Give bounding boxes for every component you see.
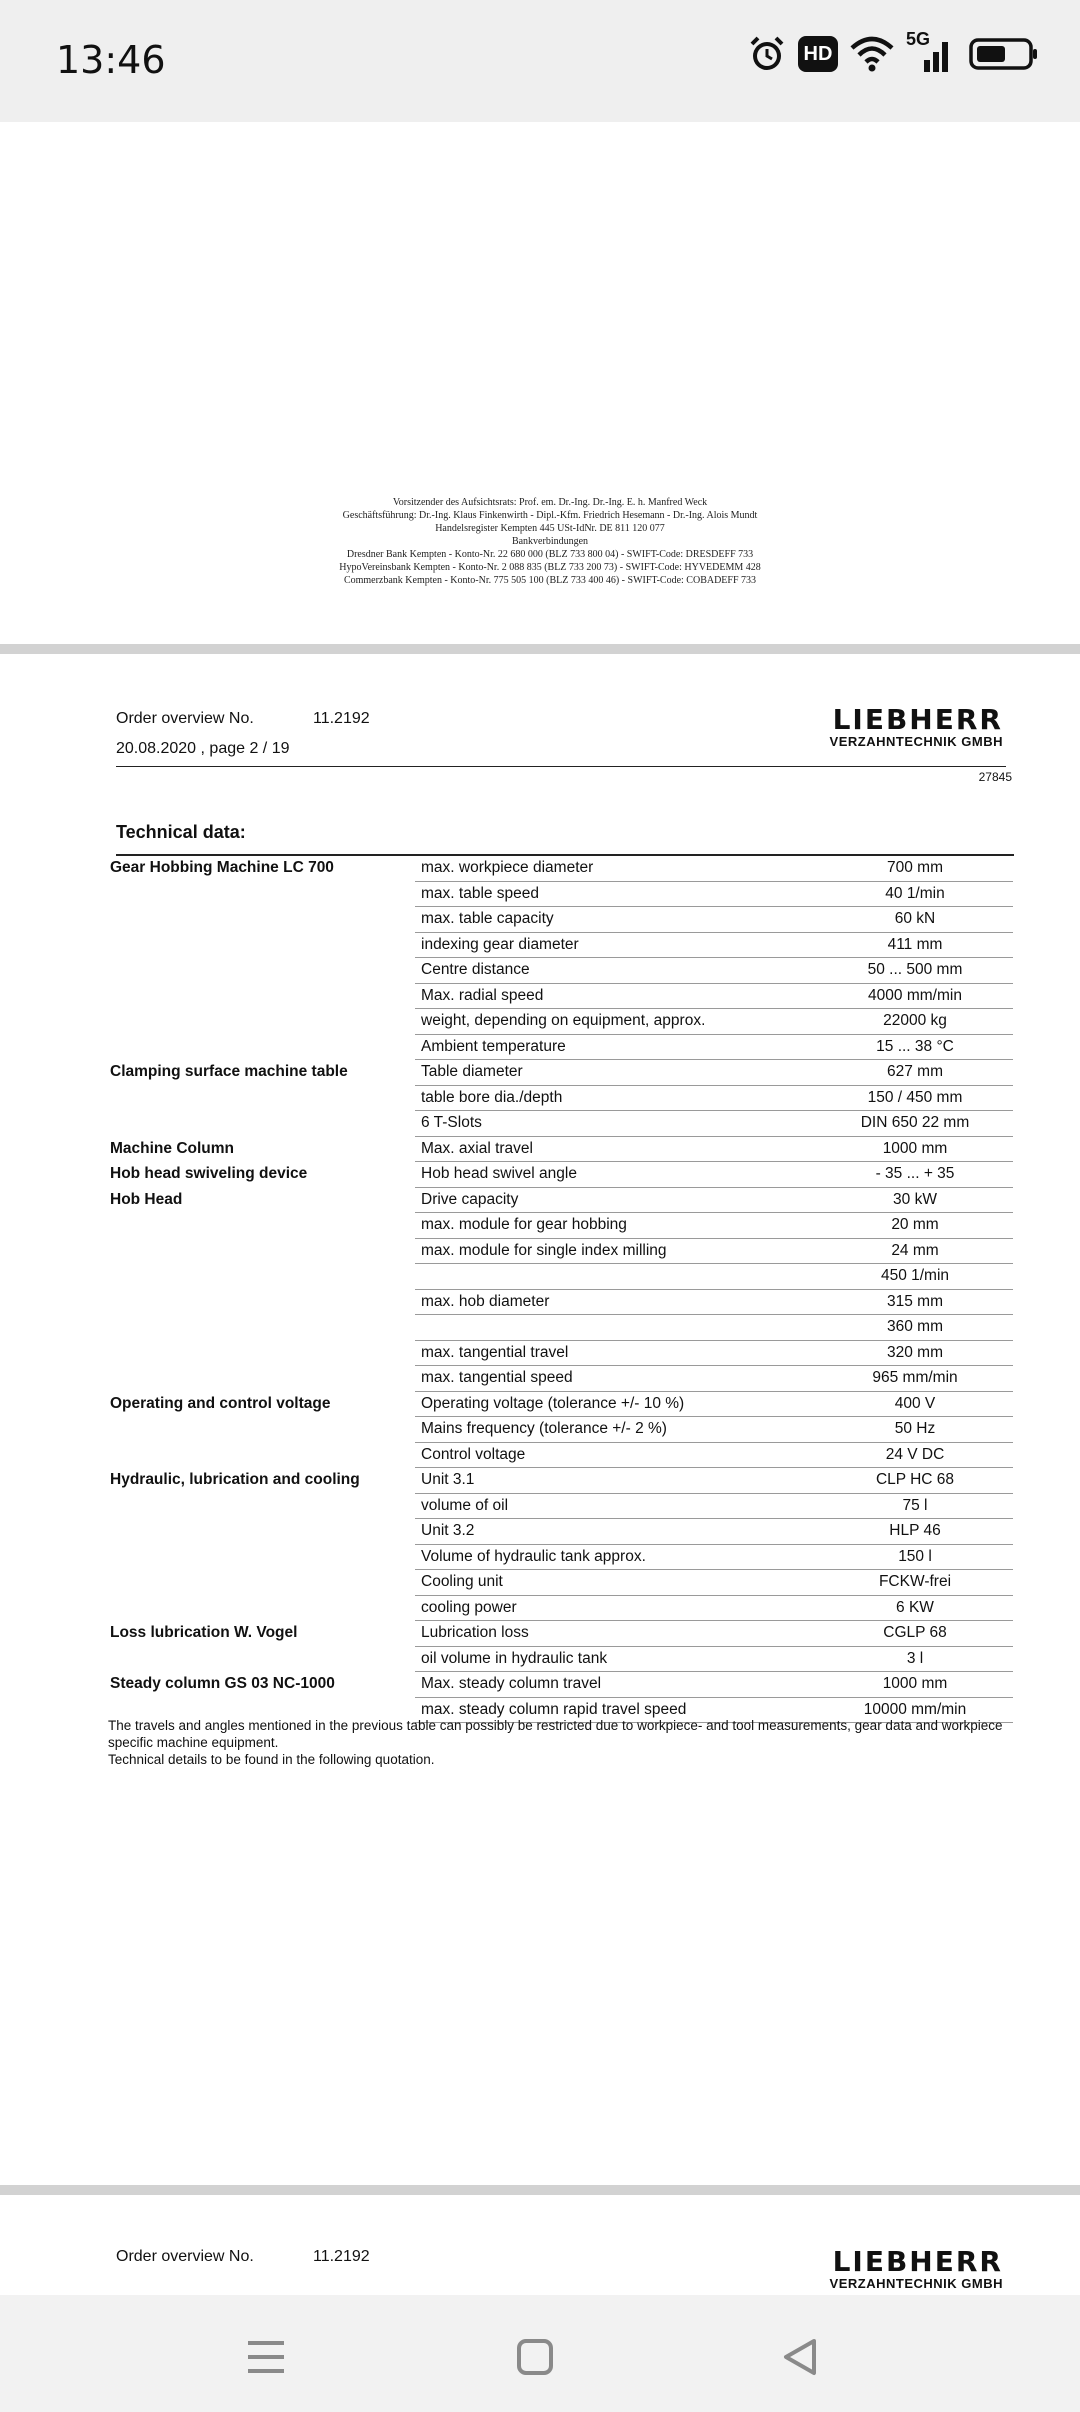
row-value: HLP 46	[889, 1522, 941, 1539]
table-row	[110, 1162, 1013, 1188]
footer-line: Geschäftsführung: Dr.-Ing. Klaus Finkenwirth - Dipl.-Kfm. Friedrich Hesemann - Dr.-Ing. Alois Mundt	[342, 510, 758, 521]
row-property: oil volume in hydraulic tank	[421, 1649, 608, 1667]
page-divider	[0, 644, 1080, 654]
status-bar	[0, 0, 1080, 122]
navigation-bar	[0, 2295, 1080, 2412]
table-row	[415, 1596, 1013, 1622]
home-button[interactable]	[505, 2327, 565, 2387]
table-row	[110, 1060, 1013, 1086]
signal-icon	[906, 29, 956, 74]
row-group-label: Operating and control voltage	[110, 1394, 331, 1412]
table-row	[415, 984, 1013, 1010]
network-type-label: 5G	[906, 29, 931, 49]
table-row	[415, 1647, 1013, 1673]
menu-button[interactable]	[236, 2327, 296, 2387]
table-row	[415, 1494, 1013, 1520]
liebherr-logo	[829, 2245, 1003, 2291]
row-property: max. steady column rapid travel speed	[421, 1700, 687, 1718]
status-icons	[748, 29, 1040, 74]
row-value: 450 1/min	[880, 1267, 950, 1284]
table-row	[110, 1137, 1013, 1163]
logo-subtitle: VERZAHNTECHNIK GMBH	[829, 734, 1003, 749]
row-value: 30 kW	[893, 1190, 937, 1208]
row-value: CLP HC 68	[875, 1471, 955, 1488]
row-value: 75 l	[902, 1496, 928, 1514]
row-property: Max. axial travel	[421, 1139, 533, 1157]
row-property: Control voltage	[421, 1445, 526, 1463]
row-value: 10000 mm/min	[863, 1700, 967, 1718]
row-property: volume of oil	[421, 1496, 509, 1514]
header-rule	[116, 766, 1006, 767]
row-property: Centre distance	[421, 961, 530, 978]
table-row	[415, 1290, 1013, 1316]
company-footer	[300, 496, 800, 587]
table-row	[110, 856, 1013, 882]
document-number: 27845	[978, 770, 1012, 784]
row-property: max. table capacity	[421, 910, 554, 927]
row-group-label: Loss lubrication W. Vogel	[110, 1624, 298, 1641]
row-value: 3 l	[906, 1649, 924, 1667]
row-value: CGLP 68	[883, 1624, 947, 1641]
row-value: 700 mm	[887, 859, 943, 876]
row-value: DIN 650 22 mm	[860, 1114, 970, 1131]
row-value: FCKW-frei	[878, 1573, 952, 1590]
table-row	[415, 907, 1013, 933]
clock: 13:46	[56, 38, 166, 82]
menu-icon	[246, 2339, 286, 2375]
order-overview-label: Order overview No.	[116, 710, 254, 727]
note-line: The travels and angles mentioned in the previous table can possibly be restricted due to workpiece- and tool measurements, gear data and workpiece specific machine equipment.	[108, 1718, 1003, 1750]
row-property: table bore dia./depth	[421, 1088, 563, 1106]
row-value: 1000 mm	[882, 1675, 948, 1692]
document-page-1	[0, 122, 1080, 644]
footer-line: Bankverbindungen	[511, 536, 589, 547]
row-group-label: Hydraulic, lubrication and cooling	[110, 1471, 360, 1488]
order-overview-label: Order overview No.	[116, 2248, 254, 2265]
table-row	[415, 1417, 1013, 1443]
logo-wordmark: LIEBHERR	[832, 2245, 1003, 2278]
table-row	[415, 1443, 1013, 1469]
table-row	[415, 1239, 1013, 1265]
hd-icon: HD	[798, 36, 838, 72]
row-value: 360 mm	[887, 1318, 943, 1335]
back-button[interactable]	[770, 2327, 830, 2387]
row-property: max. module for gear hobbing	[421, 1216, 627, 1233]
footer-line: Commerzbank Kempten - Konto-Nr. 775 505 100 (BLZ 733 400 46) - SWIFT-Code: COBADEFF 733	[343, 575, 757, 586]
row-value: 40 1/min	[885, 884, 945, 902]
row-property: Cooling unit	[421, 1573, 503, 1590]
table-row	[415, 1570, 1013, 1596]
row-property: Unit 3.2	[421, 1522, 475, 1539]
footer-line: Dresdner Bank Kempten - Konto-Nr. 22 680 000 (BLZ 733 800 04) - SWIFT-Code: DRESDEFF 733	[346, 549, 754, 560]
row-property: indexing gear diameter	[421, 935, 579, 953]
table-row	[415, 933, 1013, 959]
table-row	[110, 1672, 1013, 1698]
battery-icon	[968, 34, 1040, 74]
row-value: 22000 kg	[883, 1012, 947, 1029]
row-property: max. tangential travel	[421, 1343, 569, 1361]
row-property: Mains frequency (tolerance +/- 2 %)	[421, 1420, 667, 1437]
row-value: 50 ... 500 mm	[867, 961, 963, 978]
page-divider	[0, 2185, 1080, 2195]
table-row	[110, 1392, 1013, 1418]
row-value: 50 Hz	[894, 1420, 936, 1437]
row-value: 4000 mm/min	[868, 986, 962, 1004]
row-value: 627 mm	[887, 1063, 943, 1080]
table-row	[415, 1315, 1013, 1341]
footer-line: HypoVereinsbank Kempten - Konto-Nr. 2 088 835 (BLZ 733 200 73) - SWIFT-Code: HYVEDEMM 428	[339, 562, 761, 573]
table-row	[415, 1086, 1013, 1112]
row-value: 15 ... 38 °C	[876, 1037, 954, 1055]
notes	[108, 1717, 1008, 1768]
table-row	[415, 1545, 1013, 1571]
row-property: 6 T-Slots	[421, 1114, 482, 1131]
table-row	[415, 882, 1013, 908]
liebherr-logo	[829, 703, 1003, 749]
row-group-label: Hob head swiveling device	[110, 1165, 308, 1182]
wifi-icon	[850, 36, 894, 72]
row-group-label: Gear Hobbing Machine LC 700	[110, 859, 334, 876]
row-property: max. tangential speed	[421, 1369, 573, 1386]
table-row	[415, 958, 1013, 984]
footer-line: Vorsitzender des Aufsichtsrats: Prof. em. Dr.-Ing. Dr.-Ing. E. h. Manfred Weck	[392, 497, 708, 508]
row-group-label: Machine Column	[110, 1139, 235, 1157]
row-property: Unit 3.1	[421, 1471, 475, 1488]
technical-data-table	[0, 856, 1080, 1723]
row-property: max. workpiece diameter	[421, 859, 594, 876]
row-property: weight, depending on equipment, approx.	[421, 1012, 706, 1029]
date-page: 20.08.2020 , page 2 / 19	[116, 740, 290, 757]
order-number: 11.2192	[313, 710, 370, 727]
row-property: Max. radial speed	[421, 986, 544, 1004]
table-row	[415, 1264, 1013, 1290]
row-value: 24 V DC	[885, 1445, 945, 1463]
table-row	[415, 1341, 1013, 1367]
row-property: Ambient temperature	[421, 1037, 566, 1055]
row-value: 150 / 450 mm	[867, 1088, 963, 1106]
order-number: 11.2192	[313, 2248, 370, 2265]
back-icon	[780, 2337, 820, 2377]
row-value: 20 mm	[891, 1216, 939, 1233]
row-property: max. table speed	[421, 884, 540, 902]
table-row	[415, 1366, 1013, 1392]
section-title: Technical data:	[116, 822, 246, 842]
table-row	[110, 1468, 1013, 1494]
row-value: 320 mm	[887, 1343, 943, 1361]
alarm-icon	[748, 35, 786, 73]
table-row	[415, 1035, 1013, 1061]
row-value: 315 mm	[887, 1292, 943, 1310]
row-property: Volume of hydraulic tank approx.	[421, 1547, 646, 1565]
logo-subtitle: VERZAHNTECHNIK GMBH	[829, 2276, 1003, 2291]
table-row	[415, 1213, 1013, 1239]
logo-wordmark: LIEBHERR	[832, 703, 1003, 736]
row-value: 411 mm	[887, 935, 943, 953]
row-group-label: Steady column GS 03 NC-1000	[110, 1675, 335, 1692]
row-property: Max. steady column travel	[421, 1675, 602, 1692]
row-value: - 35 ... + 35	[875, 1165, 955, 1182]
row-property: max. hob diameter	[421, 1292, 550, 1310]
row-property: Table diameter	[421, 1063, 523, 1080]
row-property: Drive capacity	[421, 1190, 519, 1208]
row-property: Lubrication loss	[421, 1624, 529, 1641]
home-icon	[515, 2337, 555, 2377]
document-page-3	[0, 2195, 1080, 2295]
table-row	[415, 1009, 1013, 1035]
row-group-label: Hob Head	[110, 1190, 183, 1208]
row-value: 150 l	[898, 1547, 932, 1565]
table-row	[110, 1621, 1013, 1647]
row-property: Hob head swivel angle	[421, 1165, 577, 1182]
table-row	[415, 1519, 1013, 1545]
document-page-2	[0, 654, 1080, 2185]
row-property: cooling power	[421, 1598, 517, 1616]
footer-line: Handelsregister Kempten 445 USt-IdNr. DE 811 120 077	[435, 523, 665, 534]
row-value: 965 mm/min	[872, 1369, 958, 1386]
row-value: 60 kN	[894, 910, 936, 927]
row-group-label: Clamping surface machine table	[110, 1063, 348, 1080]
table-row	[110, 1188, 1013, 1214]
row-property: Operating voltage (tolerance +/- 10 %)	[421, 1394, 685, 1412]
row-property: max. module for single index milling	[421, 1241, 667, 1259]
row-value: 24 mm	[891, 1241, 939, 1259]
row-value: 1000 mm	[882, 1139, 948, 1157]
note-line: Technical details to be found in the following quotation.	[108, 1752, 435, 1767]
row-value: 400 V	[894, 1394, 936, 1412]
table-row	[415, 1111, 1013, 1137]
row-value: 6 KW	[896, 1598, 934, 1616]
